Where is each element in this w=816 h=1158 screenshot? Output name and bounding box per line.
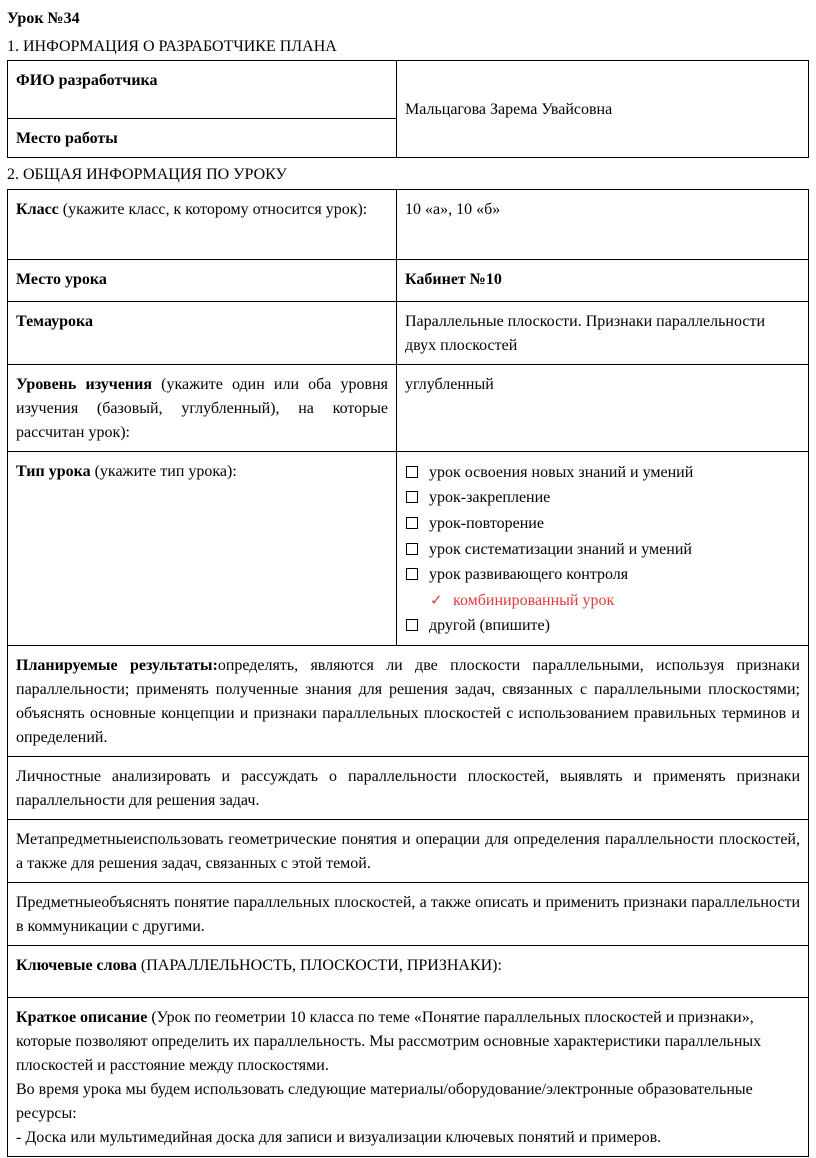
lesson-type-option-label: урок-повторение [429, 514, 544, 532]
place-label-cell [8, 259, 397, 301]
keywords-label: Ключевые слова [16, 956, 137, 974]
topic-value-cell [397, 301, 809, 364]
table-row [8, 301, 809, 364]
planned-results-label: Планируемые результаты: [16, 656, 218, 674]
table-row [8, 189, 809, 259]
page-title: Урок №34 [7, 10, 80, 27]
place-value-cell [397, 259, 809, 301]
lesson-type-option [405, 460, 800, 486]
checkbox-icon [406, 568, 418, 580]
subject-results-text: Предметныеобъяснять понятие параллельных плоскостей, а также описать и применить признаки параллельности в коммуникации с другими. [16, 893, 800, 935]
fio-value-cell [397, 61, 809, 158]
topic-value: Параллельные плоскости. Признаки параллельности двух плоскостей [405, 312, 766, 354]
workplace-label-cell [8, 119, 397, 158]
planned-results-text: определять, являются ли две плоскости параллельными, используя признаки параллельности; применять полученные знания для решения задач, связанных с параллельными плоскостями; объяснять основные концепции и признаки параллельных плоскостей с использованием правильных терминов и определений. [16, 656, 800, 746]
checkbox-icon [406, 619, 418, 631]
place-value: Кабинет №10 [405, 270, 502, 288]
table-row [8, 61, 809, 119]
table-row [8, 756, 809, 819]
section-heading-lesson-info: 2. ОБЩАЯ ИНФОРМАЦИЯ ПО УРОКУ [7, 166, 287, 184]
level-value-cell [397, 364, 809, 451]
table-row [8, 364, 809, 451]
planned-results-cell [8, 645, 809, 756]
level-label-cell [8, 364, 397, 451]
level-label-rest: (укажите один или оба уровня изучения (базовый, углубленный), на которые рассчитан урок): [16, 375, 388, 441]
checkbox-icon [406, 517, 418, 529]
class-label-cell [8, 189, 397, 259]
lesson-type-option-label: урок освоения новых знаний и умений [429, 463, 694, 481]
type-label-rest: (укажите тип урока): [90, 462, 237, 480]
topic-label-cell [8, 301, 397, 364]
brief-description-label: Краткое описание [16, 1008, 148, 1026]
brief-description-text: (Урок по геометрии 10 класса по теме «Понятие параллельных плоскостей и признаки», которые позволяют определить их параллельность. Мы рассмотрим основные характеристики параллельных плоскостей и расстояние между плоскостями. [16, 1008, 762, 1074]
fio-value: Мальцагова Зарема Увайсовна [405, 101, 613, 119]
level-label-bold: Уровень изучения [16, 375, 153, 393]
subject-results-cell [8, 882, 809, 945]
topic-label: Темаурока [16, 312, 94, 330]
table-row [8, 997, 809, 1156]
place-label: Место урока [16, 270, 107, 288]
fio-label: ФИО разработчика [16, 72, 158, 90]
lesson-type-option [405, 562, 800, 588]
class-label-bold: Класс [16, 200, 59, 218]
level-value: углубленный [405, 375, 494, 393]
table-row [8, 451, 809, 645]
class-value-cell [397, 189, 809, 259]
lesson-table [7, 189, 809, 1157]
table-row [8, 819, 809, 882]
fio-label-cell [8, 61, 397, 119]
lesson-type-option-label: урок-закрепление [429, 489, 551, 507]
keywords-text: (ПАРАЛЛЕЛЬНОСТЬ, ПЛОСКОСТИ, ПРИЗНАКИ): [136, 956, 502, 974]
checkmark-icon: ✓ [430, 590, 443, 609]
table-row [8, 882, 809, 945]
keywords-cell [8, 945, 809, 997]
type-label-bold: Тип урока [16, 462, 91, 480]
lesson-type-option [405, 485, 800, 511]
class-value: 10 «а», 10 «б» [405, 200, 501, 218]
meta-results-text: Метапредметныеиспользовать геометрические понятия и операции для определения параллельности плоскостей, а также для решения задач, связанных с этой темой. [16, 830, 800, 872]
lesson-type-option-label: другой (впишите) [429, 617, 550, 635]
lesson-type-option [405, 537, 800, 563]
meta-results-cell [8, 819, 809, 882]
lesson-type-option [405, 511, 800, 537]
lesson-type-option-label: комбинированный урок [453, 591, 615, 609]
personal-results-cell [8, 756, 809, 819]
type-options-cell [397, 451, 809, 645]
section-heading-developer-info: 1. ИНФОРМАЦИЯ О РАЗРАБОТЧИКЕ ПЛАНА [7, 37, 337, 55]
checkbox-icon [406, 491, 418, 503]
workplace-label: Место работы [16, 130, 118, 148]
table-row [8, 259, 809, 301]
checkbox-icon [406, 466, 418, 478]
checkbox-icon [406, 543, 418, 555]
brief-description-materials-intro: Во время урока мы будем использовать следующие материалы/оборудование/электронные образовательные ресурсы: [16, 1080, 753, 1122]
lesson-type-option-label: урок систематизации знаний и умений [429, 540, 692, 558]
lesson-type-option [405, 613, 800, 639]
brief-description-materials-item: - Доска или мультимедийная доска для записи и визуализации ключевых понятий и примеров. [16, 1128, 662, 1146]
class-label-rest: (укажите класс, к которому относится урок): [58, 200, 368, 218]
table-row [8, 645, 809, 756]
lesson-type-option-selected [405, 588, 800, 614]
table-row [8, 945, 809, 997]
developer-table [7, 60, 809, 158]
personal-results-text: Личностные анализировать и рассуждать о параллельности плоскостей, выявлять и применять признаки параллельности для решения задач. [16, 767, 800, 809]
brief-description-cell [8, 997, 809, 1156]
lesson-type-option-label: урок развивающего контроля [429, 566, 629, 584]
lesson-type-checklist [405, 460, 800, 639]
brief-description-paragraph [16, 1006, 800, 1078]
type-label-cell [8, 451, 397, 645]
